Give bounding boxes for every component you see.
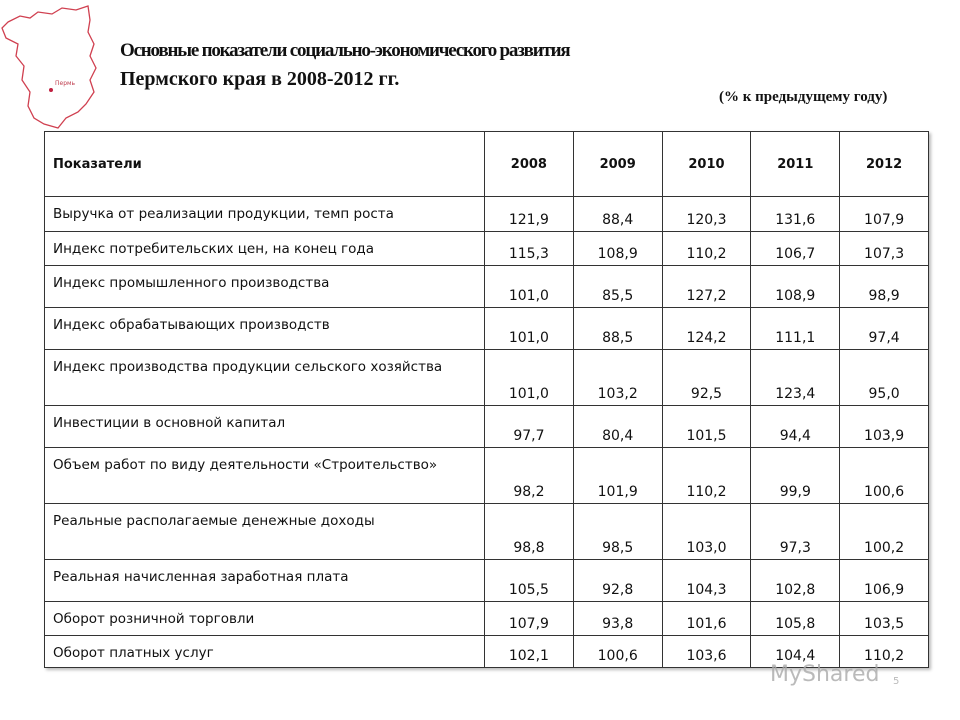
cell-value-2010: 104,3 [662,560,751,602]
table-row [45,197,929,232]
cell-value-2011: 104,4 [751,636,840,668]
cell-value-2009: 80,4 [573,406,662,448]
header-2011: 2011 [751,132,840,197]
cell-value-2009: 88,4 [573,197,662,232]
header-indicators: Показатели [45,132,485,197]
cell-value-2009: 98,5 [573,504,662,560]
cell-value-2008: 115,3 [485,232,574,266]
cell-value-2009: 88,5 [573,308,662,350]
page-number: 5 [893,676,900,687]
cell-value-2010: 124,2 [662,308,751,350]
cell-value-2009: 92,8 [573,560,662,602]
cell-value-2008: 105,5 [485,560,574,602]
cell-value-2012: 107,9 [840,197,929,232]
cell-value-2012: 106,9 [840,560,929,602]
city-marker-icon [49,88,53,92]
cell-value-2009: 101,9 [573,448,662,504]
cell-value-2008: 101,0 [485,350,574,406]
cell-value-2008: 98,8 [485,504,574,560]
cell-value-2011: 94,4 [751,406,840,448]
cell-value-2012: 103,9 [840,406,929,448]
row-label: Реальные располагаемые денежные доходы [45,504,485,560]
cell-value-2010: 110,2 [662,448,751,504]
cell-value-2011: 99,9 [751,448,840,504]
table-row [45,560,929,602]
table-row [45,602,929,636]
header-2012: 2012 [840,132,929,197]
row-label: Реальная начисленная заработная плата [45,560,485,602]
indicators-table [44,131,929,668]
cell-value-2009: 103,2 [573,350,662,406]
cell-value-2010: 103,6 [662,636,751,668]
cell-value-2009: 85,5 [573,266,662,308]
cell-value-2011: 131,6 [751,197,840,232]
cell-value-2012: 110,2 [840,636,929,668]
cell-value-2008: 107,9 [485,602,574,636]
row-label: Индекс потребительских цен, на конец года [45,232,485,266]
row-label: Объем работ по виду деятельности «Строительство» [45,448,485,504]
table-row [45,504,929,560]
table-header-row [45,132,929,197]
cell-value-2011: 111,1 [751,308,840,350]
row-label: Оборот розничной торговли [45,602,485,636]
title-line-1: Основные показатели социально-экономического развития [120,40,570,61]
cell-value-2011: 123,4 [751,350,840,406]
row-label: Инвестиции в основной капитал [45,406,485,448]
header-2010: 2010 [662,132,751,197]
row-label: Индекс производства продукции сельского хозяйства [45,350,485,406]
row-label: Выручка от реализации продукции, темп роста [45,197,485,232]
header-2009: 2009 [573,132,662,197]
table-row [45,350,929,406]
cell-value-2012: 103,5 [840,602,929,636]
cell-value-2012: 95,0 [840,350,929,406]
table-row [45,266,929,308]
cell-value-2010: 127,2 [662,266,751,308]
cell-value-2010: 101,6 [662,602,751,636]
row-label: Оборот платных услуг [45,636,485,668]
row-label: Индекс промышленного производства [45,266,485,308]
cell-value-2010: 120,3 [662,197,751,232]
table-row [45,232,929,266]
cell-value-2011: 106,7 [751,232,840,266]
cell-value-2012: 98,9 [840,266,929,308]
header-2008: 2008 [485,132,574,197]
cell-value-2012: 107,3 [840,232,929,266]
cell-value-2008: 102,1 [485,636,574,668]
cell-value-2011: 97,3 [751,504,840,560]
perm-region-map [0,0,100,135]
watermark-logo: MyShared [770,662,880,687]
cell-value-2008: 101,0 [485,308,574,350]
cell-value-2008: 121,9 [485,197,574,232]
row-label: Индекс обрабатывающих производств [45,308,485,350]
table-row [45,308,929,350]
cell-value-2008: 98,2 [485,448,574,504]
title-line-2: Пермского края в 2008-2012 гг. [120,68,400,90]
table-row [45,406,929,448]
city-label: Пермь [55,80,76,87]
cell-value-2011: 102,8 [751,560,840,602]
table-row [45,448,929,504]
cell-value-2009: 93,8 [573,602,662,636]
cell-value-2012: 100,6 [840,448,929,504]
cell-value-2008: 97,7 [485,406,574,448]
unit-note: (% к предыдущему году) [719,89,888,105]
cell-value-2012: 100,2 [840,504,929,560]
cell-value-2009: 108,9 [573,232,662,266]
cell-value-2010: 103,0 [662,504,751,560]
cell-value-2009: 100,6 [573,636,662,668]
cell-value-2010: 101,5 [662,406,751,448]
cell-value-2012: 97,4 [840,308,929,350]
cell-value-2011: 105,8 [751,602,840,636]
cell-value-2010: 110,2 [662,232,751,266]
cell-value-2011: 108,9 [751,266,840,308]
cell-value-2010: 92,5 [662,350,751,406]
cell-value-2008: 101,0 [485,266,574,308]
